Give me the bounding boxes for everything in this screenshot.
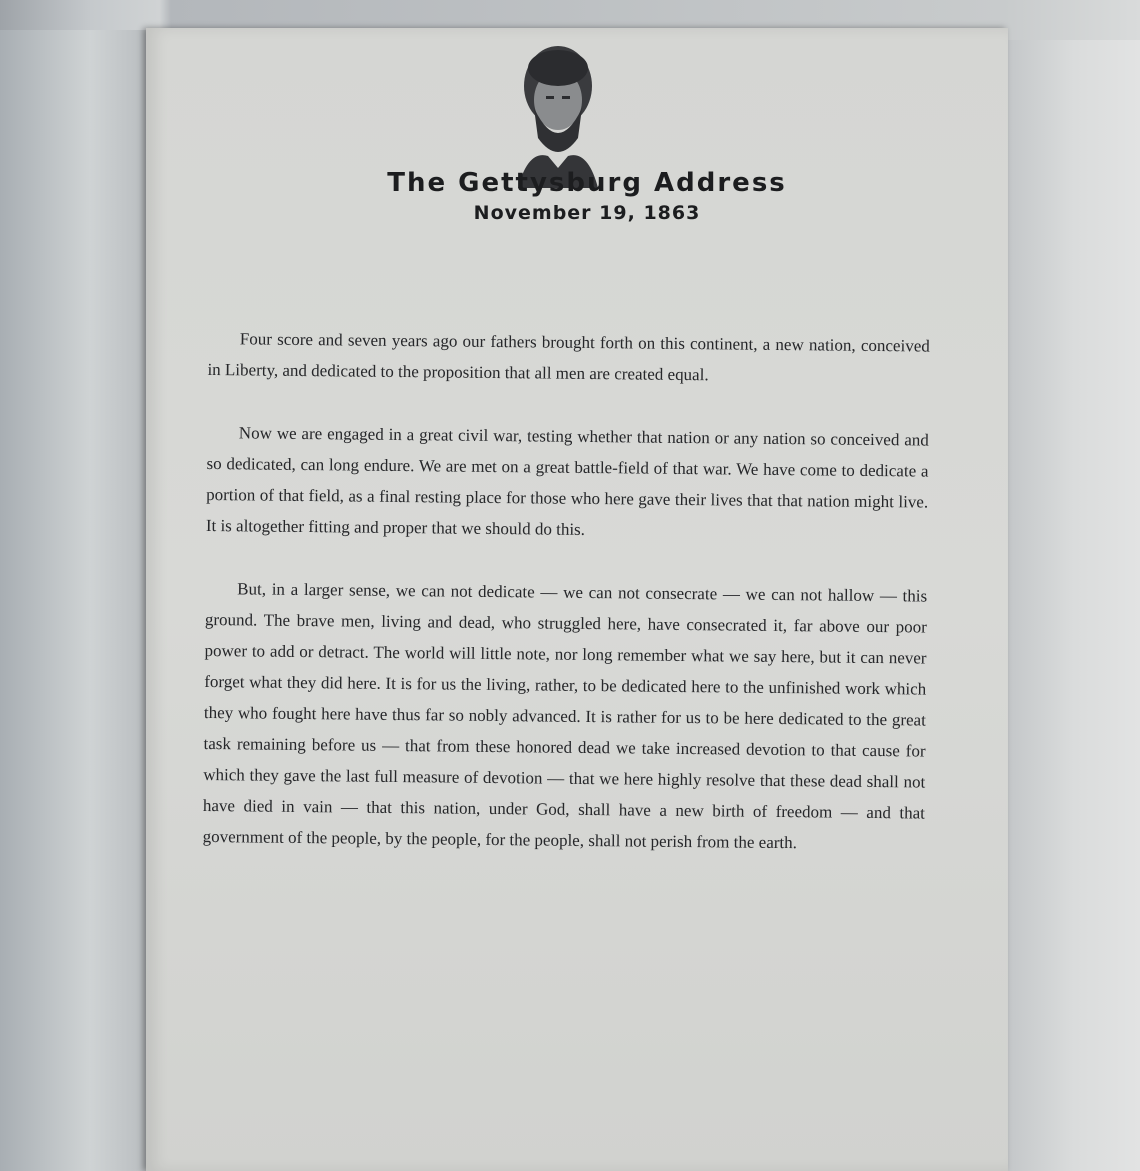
paragraph-1: Four score and seven years ago our fathers brought forth on this continent, a new nation, conceived in Liberty, and dedicated to the proposition that all men are created equal. [207, 329, 930, 385]
right-page-edge [1008, 40, 1140, 1171]
paragraph-2: Now we are engaged in a great civil war, testing whether that nation or any nation so conceived and so dedicated, can long endure. We are met on a great battle-field of that war. We have come to dedicate a portion of that field, as a final resting place for those who here gave their lives that that nation might live. It is altogether fitting and proper that we should do this. [205, 423, 929, 539]
document-title: The Gettysburg Address [387, 168, 787, 198]
document-page [146, 28, 1008, 1171]
document-body [202, 323, 930, 892]
left-back-page [0, 30, 150, 1171]
paragraph-3: But, in a larger sense, we can not dedicate — we can not consecrate — we can not hallow — this ground. The brave men, living and dead, who struggled here, have consecrated it, far above our poor power to add or detract. The world will little note, nor long remember what we say here, but it can never forget what they did here. It is for us the living, rather, to be dedicated here to the unfinished work which they who fought here have thus far so nobly advanced. It is rather for us to be here dedicated to the great task remaining before us — that from these honored dead we take increased devotion to that cause for which they gave the last full measure of devotion — that we here highly resolve that these dead shall not have died in vain — that this nation, under God, shall have a new birth of freedom — and that government of the people, by the people, for the people, shall not perish from the earth. [202, 579, 928, 853]
document-date: November 19, 1863 [473, 202, 701, 224]
lincoln-portrait-icon [498, 38, 618, 188]
